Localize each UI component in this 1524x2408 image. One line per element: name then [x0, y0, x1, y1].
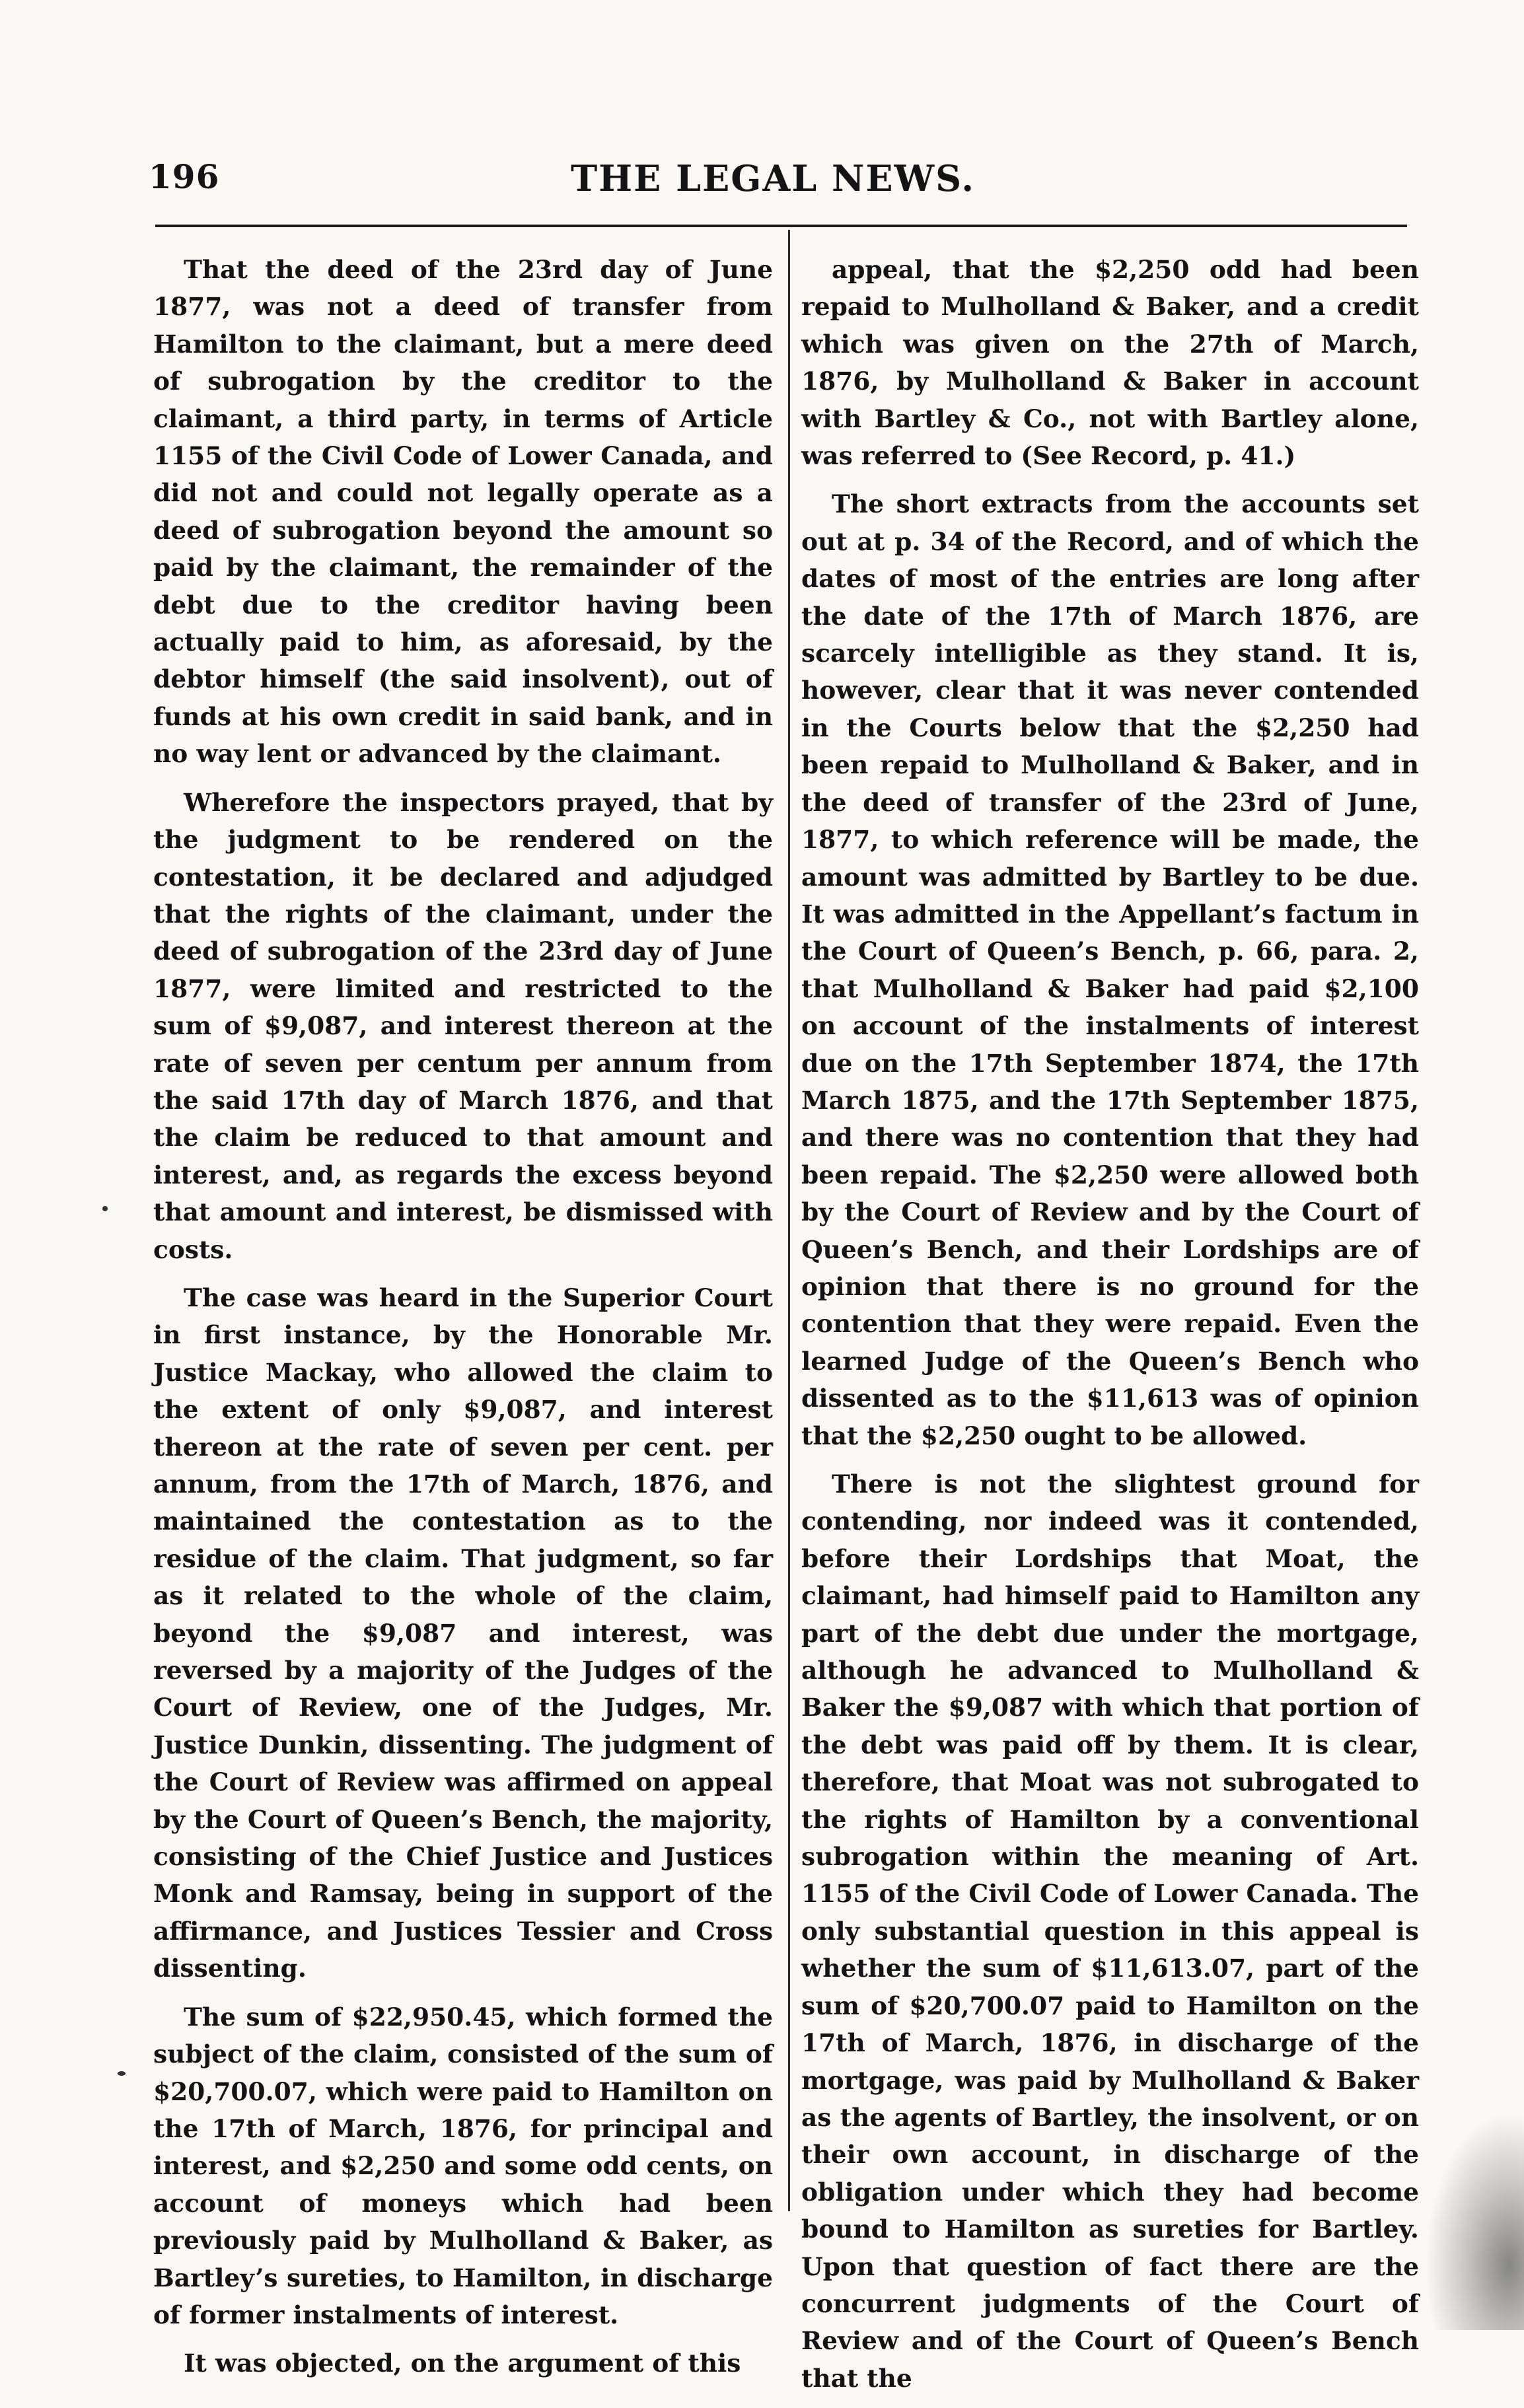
margin-speck: [102, 1206, 108, 1211]
paragraph: It was objected, on the argument of this: [184, 2349, 741, 2378]
scan-artifact: [1425, 2112, 1524, 2330]
paragraph: The case was heard in the Superior Court in first instance, by the Honorable Mr. Justice Mackay, who allowed the claim to the extent of only $9,087, and interest thereon at the rate of seven per cent. per annum, from the 17th of March, 1876, and maintained the contestation as to the residue of the claim. That judgment, so far as it related to the whole of the claim, beyond the $9,087 and interest, was reversed by a majority of the Judges of the Court of Review, one of the Judges, Mr. Justice Dunkin, dissenting. The judgment of the Court of Review was affirmed on appeal by the Court of Queen’s Bench, the majority, consisting of the Chief Justice and Justices Monk and Ramsay, being in support of the affirmance, and Justices Tessier and Cross dissenting.: [153, 1283, 773, 1983]
paragraph: The short extracts from the accounts set out at p. 34 of the Record, and of which the dates of most of the entries are long after the date of the 17th of March 1876, are scarcely intelligible as they stand. It is, however, clear that it was never contended in the Courts below that the $2,250 had been repaid to Mulholland & Baker, and in the deed of transfer of the 23rd of June, 1877, to which reference will be made, the amount was admitted by Bartley to be due. It was admitted in the Appellant’s factum in the Court of Queen’s Bench, p. 66, para. 2, that Mulholland & Baker had paid $2,100 on account of the instalments of interest due on the 17th September 1874, the 17th March 1875, and the 17th September 1875, and there was no contention that they had been repaid. The $2,250 were allowed both by the Court of Review and by the Court of Queen’s Bench, and their Lordships are of opinion that there is no ground for the contention that they were repaid. Even the learned Judge of the Queen’s Bench who dissented as to the $11,613 was of opinion that the $2,250 ought to be allowed.: [801, 489, 1419, 1450]
paragraph: That the deed of the 23rd day of June 1877, was not a deed of transfer from Hamilton to the claimant, but a mere deed of subrogation by the creditor to the claimant, a third party, in terms of Article 1155 of the Civil Code of Lower Canada, and did not and could not legally operate as a deed of subrogation beyond the amount so paid by the claimant, the remainder of the debt due to the creditor having been actually paid to him, as aforesaid, by the debtor himself (the said insolvent), out of funds at his own credit in said bank, and in no way lent or advanced by the claimant.: [153, 255, 773, 769]
page-header: [149, 153, 1397, 206]
margin-speck: [118, 2071, 126, 2076]
left-column: [153, 251, 773, 2393]
paragraph: appeal, that the $2,250 odd had been repaid to Mulholland & Baker, and a credit which was given on the 27th of March, 1876, by Mulholland & Baker in account with Bartley & Co., not with Bartley alone, was referred to (See Record, p. 41.): [801, 255, 1419, 471]
paragraph: The sum of $22,950.45, which formed the subject of the claim, consisted of the sum of $20,700.07, which were paid to Hamilton on the 17th of March, 1876, for principal and interest, and $2,250 and some odd cents, on account of moneys which had been previously paid by Mulholland & Baker, as Bartley’s sureties, to Hamilton, in discharge of former instalments of interest.: [153, 2002, 773, 2329]
right-column: [801, 251, 1419, 2408]
paragraph: Wherefore the inspectors prayed, that by the judgment to be rendered on the contestation, it be declared and adjudged that the rights of the claimant, under the deed of subrogation of the 23rd day of June 1877, were limited and restricted to the sum of $9,087, and interest thereon at the rate of seven per centum per annum from the said 17th day of March 1876, and that the claim be reduced to that amount and interest, and, as regards the excess beyond that amount and interest, be dismissed with costs.: [153, 787, 773, 1264]
paragraph: There is not the slightest ground for contending, nor indeed was it contended, before their Lordships that Moat, the claimant, had himself paid to Hamilton any part of the debt due under the mortgage, although he advanced to Mulholland & Baker the $9,087 with which that portion of the debt was paid off by them. It is clear, therefore, that Moat was not subrogated to the rights of Hamilton by a conventional subrogation within the meaning of Art. 1155 of the Civil Code of Lower Canada. The only substantial question in this appeal is whether the sum of $11,613.07, part of the sum of $20,700.07 paid to Hamilton on the 17th of March, 1876, in discharge of the mortgage, was paid by Mulholland & Baker as the agents of Bartley, the insolvent, or on their own account, in discharge of the obligation under which they had become bound to Hamilton as sureties for Bartley. Upon that question of fact there are the concurrent judgments of the Court of Review and of the Court of Queen’s Bench that the: [801, 1470, 1419, 2393]
header-rule: [155, 225, 1407, 227]
page-number: 196: [149, 157, 220, 196]
column-divider: [788, 230, 790, 2211]
running-title: THE LEGAL NEWS.: [570, 157, 976, 199]
